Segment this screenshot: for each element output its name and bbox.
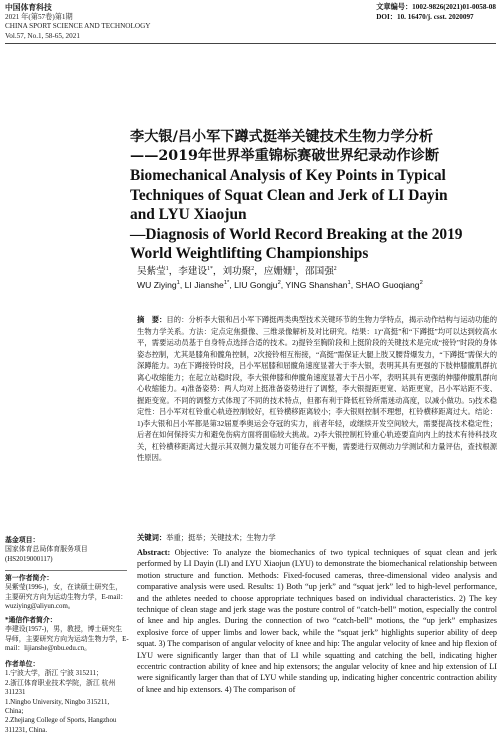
author-en-3: , LIU Gongju: [229, 280, 278, 290]
issue-cn: 2021 年(第57卷)第1期: [5, 12, 73, 21]
abstract-cn-text: 目的：分析李大银和吕小军下蹲挺两类典型技术关键环节的生物力学特点，揭示动作结构与运动功能的生物力学关系。方法：定点定焦摄像、三维录像解析及对比研究。结果：1)“高挺”和“下蹲挺”均可以达到较高水平，需要运动员基于自身特点选择合适的技术。2)提铃至胸阶段和上挺阶段的关键技术是完成“接铃”时段的身体姿态控制，尤其是膝角和髋角控制，2次接铃相互衔接，“高挺”需保证大腿上肢又腰背爆发力，“下蹲挺”需保大的深蹲能力。3)在下蹲接铃时段，吕小军屈膝和屈髋角速度显著大于李大银，表明其具有更强的下肢伸膝髋肌群抗离心收缩能力；在起立站稳时段，李大银伸膝和伸髋角速度显著大于吕小军，表明其具有更强的伸膝伸髋肌群向心收缩能力。4)准备姿势：两人均对上挺准备姿势进行了调整，李大银提距更宽、站距更宽，吕小军站距不变、握距变宽。不同的调整方式体现了不同的技术特点，但都有利于降低杠铃所需迷动高度，以减小做功。5)技术稳定性：吕小军对杠铃重心轨迹控制较好，杠铃横移距离较小；李大银则控制不理想，杠铃横移距离过大。结论：1)李大银和吕小军都是第32届夏季奥运会夺冠的实力，前者年轻，或继续开发空间较大，需要提高技术稳定性；后者在如何保持实力和避免伤病方面将面临较大挑战。2)李大银控制杠铃重心轨迹要直向内上的技术有待科技攻关，杠铃横移距离过大提示其双侧力量发展力可能存在不平衡，需要进行双侧动力学测试和力量评估，查找根源性原因。: [137, 315, 498, 462]
corr-author-note: [5, 616, 129, 654]
affil-mark: 1: [165, 265, 169, 272]
article-number: 文章编号：1002-9826(2021)01-0058-08: [376, 3, 496, 11]
affiliation-2-cn: 2.浙江体育职业技术学院，浙江 杭州 311231: [5, 679, 116, 697]
authors-en: [137, 280, 423, 290]
article-meta: [376, 3, 496, 22]
author-cn-2: ，李建设: [168, 266, 208, 277]
affiliation-2-en: 2.Zhejiang College of Sports, Hangzhou 311231, China.: [5, 717, 117, 734]
author-en-2: , LI Jianshe: [179, 280, 224, 290]
affil-mark: 1*: [207, 265, 213, 272]
affil-mark: 1*: [223, 280, 230, 287]
title-en-line1: Biomechanical Analysis of Key Points in Typical: [130, 167, 446, 184]
corr-author-label: *通信作者简介：: [5, 617, 57, 624]
volume-en: Vol.57, No.1, 58-65, 2021: [5, 31, 80, 40]
journal-name-en: CHINA SPORT SCIENCE AND TECHNOLOGY: [5, 22, 151, 31]
title-cn-line1: 李大银/吕小军下蹲式挺举关键技术生物力学分析: [130, 129, 434, 145]
first-author-text: 吴紫莹(1996-)，女，在读硕士研究生，主要研究方向为运动生物力学，E-mail：wuziying@aliyun.com。: [5, 584, 128, 611]
author-cn-1: 吴紫莹: [137, 266, 166, 277]
author-cn-5: ，邵国强: [295, 266, 334, 277]
abstract-en-label: Abstract:: [137, 548, 171, 557]
affiliation-1-en: 1.Ningbo University, Ningbo 315211, China;: [5, 698, 110, 716]
header-rule: [5, 43, 496, 44]
title-en-line5: World Weightlifting Championships: [130, 245, 369, 263]
doi: DOI：10. 16470/j. csst. 2020097: [376, 12, 474, 21]
abstract-cn: [137, 314, 497, 464]
affil-mark: 2: [419, 280, 423, 287]
title-en: [130, 166, 500, 264]
sidebar-rule: [5, 570, 127, 571]
keywords-cn-text: 举重；挺举；关键技术；生物力学: [166, 533, 276, 542]
fund-text: 国家体育总局体育服务项目(HS2019000117): [5, 546, 88, 563]
abstract-en-text: Objective: To analyze the biomechanics of two typical techniques of squat clean and jerk performed by LI Dayin (LI) and LYU Xiaojun (LYU) to demonstrate the biomechanical relationship between motion structure and function. Methods: Fixed-focused cameras, three-dimensional video analysis and comparative analysis were used. Results: 1) Both “up jerk” and “squat jerk” led to high-level performance, and the athletes needed to choose appropriate techniques based on individual characteristics. 2) The key technique of clean stage and jerk stage was the posture control of “catch-bell” motion, especially the control of knee and hip angles. During the connection of two “catch-bell” motions, the “up jerk” emphasizes explosive force of upper limbs and lower back, while the “squat jerk” highlights superior ability of deep squat. 3) The comparison of angular velocity of knee and hip: The angular velocity of knee and hip flexion of LYU were significantly larger than that of LI while squatting and catching the bell, indicating higher eccentric contraction ability of knee and hip extensors; the angular velocity of knee and hip extension of LI were significantly larger than that of LYU while standing up, indicating higher concentric contraction ability of knee and hip extensors. 4) The comparison of: [137, 548, 498, 694]
affiliation-note: [5, 660, 129, 735]
author-en-4: , YING Shanshan: [280, 280, 348, 290]
journal-header: [5, 3, 150, 41]
author-cn-4: ，应姗姗: [254, 266, 293, 277]
first-author-label: 第一作者简介：: [5, 575, 54, 582]
affil-mark: 2: [277, 280, 281, 287]
affil-mark: 1: [176, 280, 180, 287]
first-author-note: [5, 574, 129, 612]
title-en-line4: —Diagnosis of World Record Breaking at the 2019: [130, 225, 463, 243]
corr-author-text: 李建设(1957-)，男，教授，博士研究生导师，主要研究方向为运动生物力学，E-mail：lijianshe@nbu.edu.cn。: [5, 626, 129, 653]
affil-mark: 2: [333, 265, 337, 272]
authors-cn: [137, 263, 337, 277]
affiliation-1-cn: 1.宁波大学，浙江 宁波 315211；: [5, 670, 103, 678]
journal-name-cn: 中国体育科技: [5, 3, 52, 12]
affiliation-label: 作者单位：: [5, 661, 40, 668]
author-en-5: , SHAO Guoqiang: [350, 280, 420, 290]
affil-mark: 1: [347, 280, 351, 287]
title-cn-line2: ——2019年世界举重锦标赛破世界纪录动作诊断: [130, 148, 440, 164]
title-cn: [130, 128, 500, 166]
keywords-cn-label: 关键词：: [137, 533, 167, 542]
author-en-1: WU Ziying: [137, 280, 177, 290]
abstract-cn-label: 摘 要：: [137, 315, 167, 324]
title-en-line2: Techniques of Squat Clean and Jerk of LI Dayin: [130, 186, 448, 204]
abstract-en: [137, 547, 497, 695]
fund-label: 基金项目：: [5, 537, 40, 544]
affil-mark: 2: [251, 265, 255, 272]
affil-mark: 1: [292, 265, 296, 272]
keywords-cn: [137, 533, 497, 543]
fund-note: [5, 536, 129, 564]
title-en-line3: and LYU Xiaojun: [130, 206, 247, 224]
author-cn-3: ，刘功聚: [212, 266, 252, 277]
